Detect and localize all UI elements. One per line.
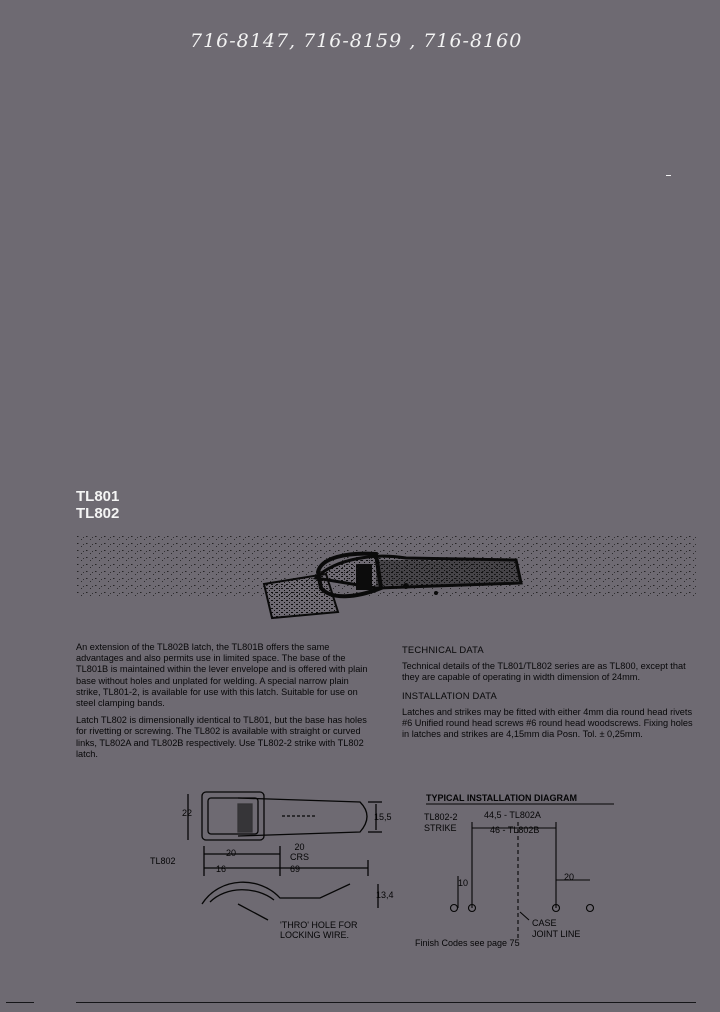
install-diagram-title: TYPICAL INSTALLATION DIAGRAM (426, 793, 577, 803)
strike-label: TL802-2 STRIKE (424, 812, 458, 833)
footer-rule-left (6, 1002, 34, 1003)
locking-wire-note: 'THRO' HOLE FOR LOCKING WIRE. (280, 920, 358, 940)
description-column (76, 642, 372, 766)
description-paragraph-2: Latch TL802 is dimensionally identical to TL801, but the base has holes for rivetting or screwing. The TL802 is available with straight or curved links, TL802A and TL802B respectively. Use TL802-2 strike with TL802 latch. (76, 715, 367, 759)
latch-product-photo (76, 528, 696, 638)
data-column (402, 644, 696, 746)
dim-height: 22 (182, 808, 193, 818)
footer-rule-right (76, 1002, 696, 1003)
dim-tl802b: 46 - TL802B (490, 825, 540, 835)
finish-codes-note: Finish Codes see page 75 (415, 938, 520, 948)
dim-10: 10 (458, 878, 469, 888)
dim-20-spacing: 20 (564, 872, 575, 882)
description-paragraph-1: An extension of the TL802B latch, the TL801B offers the same advantages and also permits use in limited space. The base of the TL801B is maintained within the lever envelope and is offered with plain base without holes and unplated for welding. A special narrow plain strike, TL801-2, is available for use with this latch. Suitable for use on steel clamping bands. (76, 642, 368, 709)
technical-data-text: Technical details of the TL801/TL802 series are as TL800, except that they are capable of operating in width dimension of 24mm. (402, 661, 686, 683)
dim-side: 13,4 (376, 890, 394, 900)
technical-data-heading: TECHNICAL DATA (402, 644, 484, 655)
dim-crs: 20 CRS (290, 842, 310, 862)
latch-dimension-drawing (150, 780, 400, 950)
title-line-2: TL802 (76, 505, 120, 522)
installation-data-text: Latches and strikes may be fitted with either 4mm dia round head rivets #6 Unified round head screws #6 round head woodscrews. Fixing holes in latches and strikes are 4,15mm dia Posn. Tol. ± 0,25mm. (402, 706, 693, 740)
installation-diagram (414, 790, 614, 940)
case-joint-label: CASE JOINT LINE (532, 918, 581, 939)
model-label: TL802 (150, 856, 176, 866)
dim-16: 16 (216, 864, 227, 874)
stray-mark (666, 175, 671, 176)
handwritten-part-numbers: 716-8147, 716-8159 , 716-8160 (190, 30, 523, 52)
dim-length: 69 (290, 864, 301, 874)
installation-data-heading: INSTALLATION DATA (402, 689, 497, 701)
dim-tl802a: 44,5 - TL802A (484, 810, 541, 820)
dim-right: 15,5 (374, 812, 392, 822)
latch-outline-drawing (150, 780, 400, 950)
dim-20: 20 (226, 848, 237, 858)
product-title (76, 488, 119, 522)
title-line-1: TL801 (76, 488, 120, 505)
